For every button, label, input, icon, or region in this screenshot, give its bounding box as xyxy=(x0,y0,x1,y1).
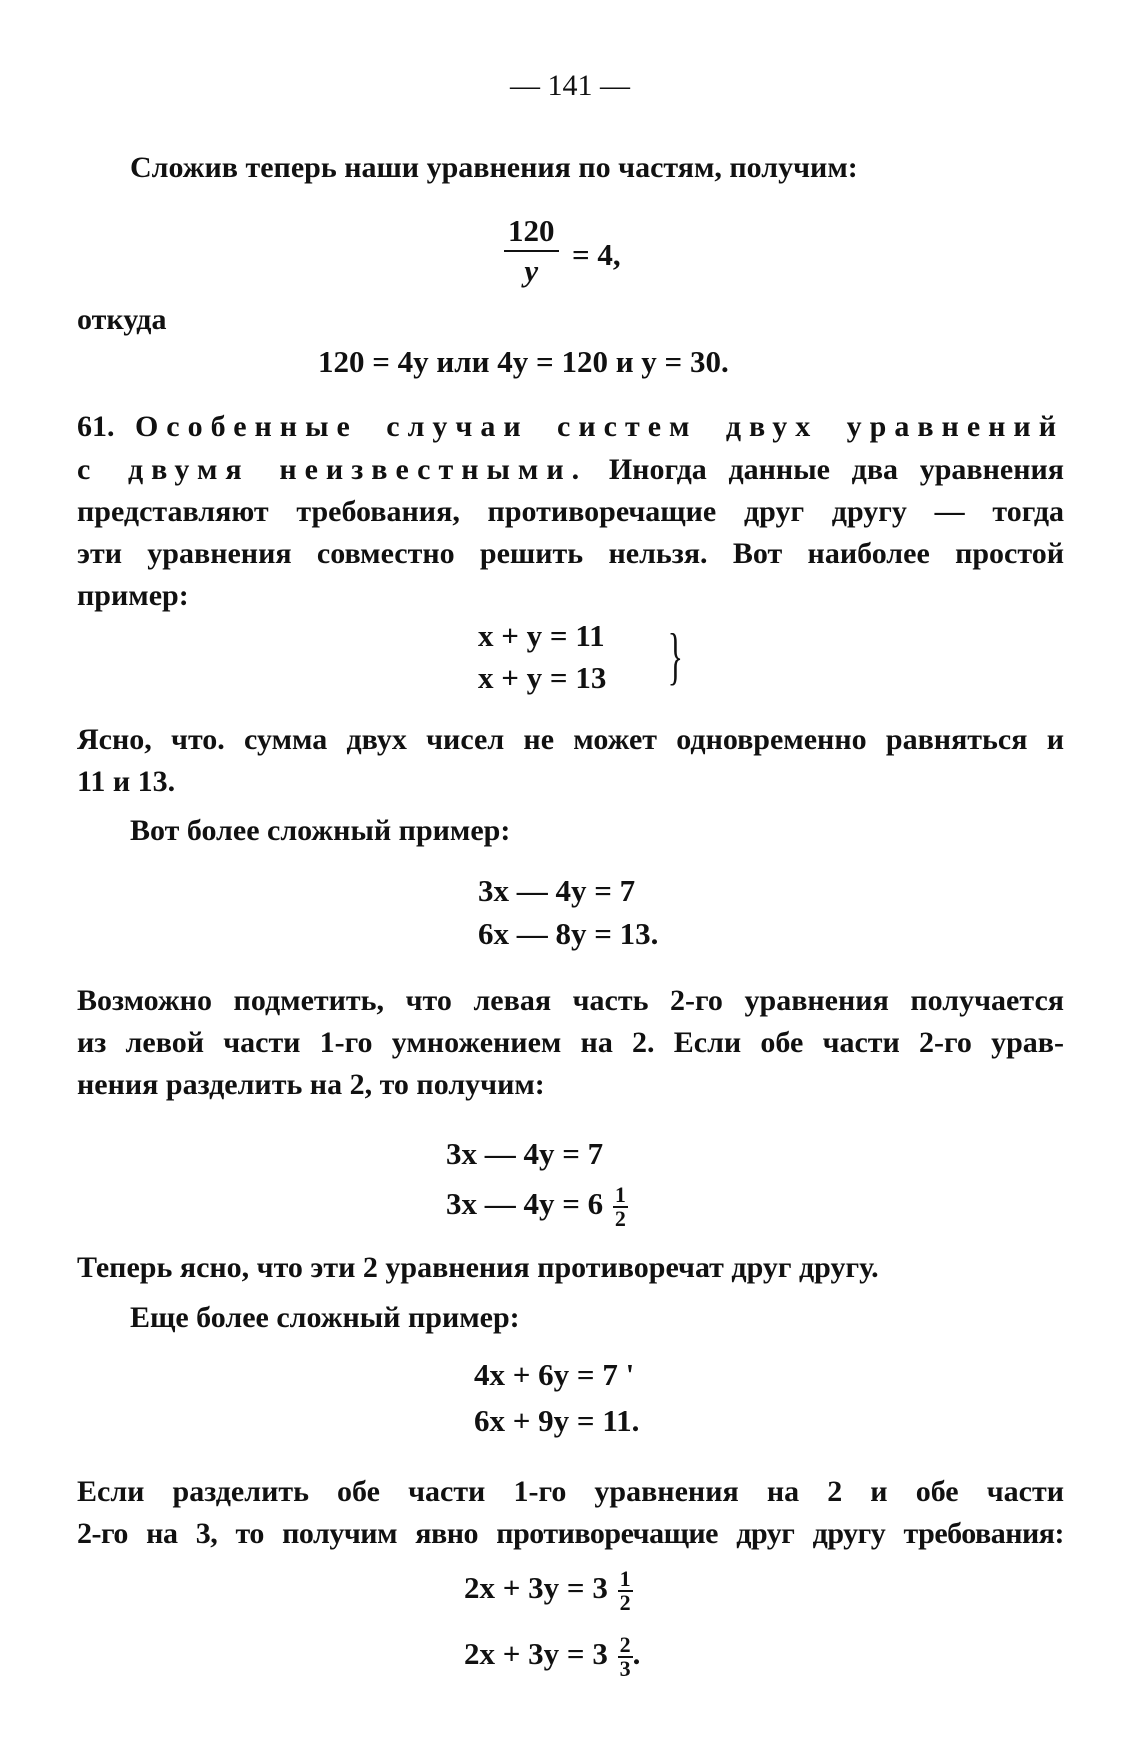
paragraph-observation-line2: из левой части 1-го умножением на 2. Если обе части 2-го урав- xyxy=(77,1026,1064,1059)
section-number: 61. xyxy=(77,410,115,443)
paragraph-observation-line3: нения разделить на 2, то получим: xyxy=(77,1068,545,1101)
section-line2-rest: Иногда данные два уравнения xyxy=(608,453,1065,486)
section-61-line3: представляют требования, противоречащие друг другу — тогда xyxy=(77,495,1064,528)
system1-equation1: x + y = 11 xyxy=(478,618,605,653)
paragraph-sum-equations: Сложив теперь наши уравнения по частям, получим: xyxy=(130,151,858,184)
system5-fraction1-num: 1 xyxy=(619,1566,631,1591)
word-otkuda: откуда xyxy=(77,303,167,336)
equation-fraction-rhs: = 4, xyxy=(572,237,621,272)
system3-equation1: 3x — 4y = 7 xyxy=(446,1136,604,1171)
system5-fraction1 xyxy=(618,1568,633,1614)
page-number: — 141 — xyxy=(510,69,630,102)
paragraph-contradiction: Теперь ясно, что эти 2 уравнения противоречат друг другу. xyxy=(77,1251,879,1284)
paragraph-divide-line1: Если разделить обе части 1-го уравнения на 2 и обе части xyxy=(77,1475,1064,1508)
system3-equation2 xyxy=(446,1184,628,1230)
system5-equation2 xyxy=(464,1634,640,1680)
equation-fraction xyxy=(504,214,559,288)
section-61-line5: пример: xyxy=(77,579,189,612)
system2-equation2: 6x — 8y = 13. xyxy=(478,916,659,951)
system5-fraction1-den: 2 xyxy=(619,1590,631,1615)
section-61-line1 xyxy=(77,409,1064,445)
paragraph-sum-contradiction: Ясно, что. сумма двух чисел не может одновременно равняться и xyxy=(77,723,1064,756)
system3-equation2-lhs: 3x — 4y = 6 xyxy=(446,1186,604,1222)
system5-equation1 xyxy=(464,1568,633,1614)
section-61-line4: эти уравнения совместно решить нельзя. Вот наиболее простой xyxy=(77,537,1064,570)
section-title-part2: с двумя неизвестными. xyxy=(77,453,588,486)
paragraph-observation-line1: Возможно подметить, что левая часть 2-го уравнения получается xyxy=(77,984,1064,1017)
system4-equation1: 4x + 6y = 7 ' xyxy=(474,1357,635,1392)
fraction-denominator: y xyxy=(524,253,539,288)
system1-equation2: x + y = 13 xyxy=(478,660,607,695)
section-title-part1: Особенные случаи систем двух уравнений xyxy=(134,410,1065,443)
system3-fraction-den: 2 xyxy=(614,1206,626,1231)
system5-fraction2 xyxy=(618,1634,633,1680)
fraction-numerator: 120 xyxy=(504,214,559,252)
system2-equation1: 3x — 4y = 7 xyxy=(478,873,636,908)
system4-equation2: 6x + 9y = 11. xyxy=(474,1403,640,1438)
system5-equation2-lhs: 2x + 3y = 3 xyxy=(464,1636,608,1672)
paragraph-more-complex: Еще более сложный пример: xyxy=(130,1301,520,1334)
system5-fraction2-den: 3 xyxy=(619,1656,631,1681)
section-61-line2 xyxy=(77,452,1064,488)
system1-brace-icon: } xyxy=(667,620,684,691)
system3-fraction xyxy=(613,1184,628,1230)
system5-equation2-end: . xyxy=(632,1636,641,1672)
paragraph-sum-contradiction-end: 11 и 13. xyxy=(77,765,176,798)
system5-fraction2-num: 2 xyxy=(619,1632,631,1657)
equation-result: 120 = 4y или 4y = 120 и y = 30. xyxy=(318,344,729,379)
paragraph-complex-example: Вот более сложный пример: xyxy=(130,814,511,847)
system3-fraction-num: 1 xyxy=(614,1182,626,1207)
paragraph-divide-line2: 2-го на 3, то получим явно противоречащие друг другу требования: xyxy=(77,1517,1064,1550)
system5-equation1-lhs: 2x + 3y = 3 xyxy=(464,1570,608,1606)
